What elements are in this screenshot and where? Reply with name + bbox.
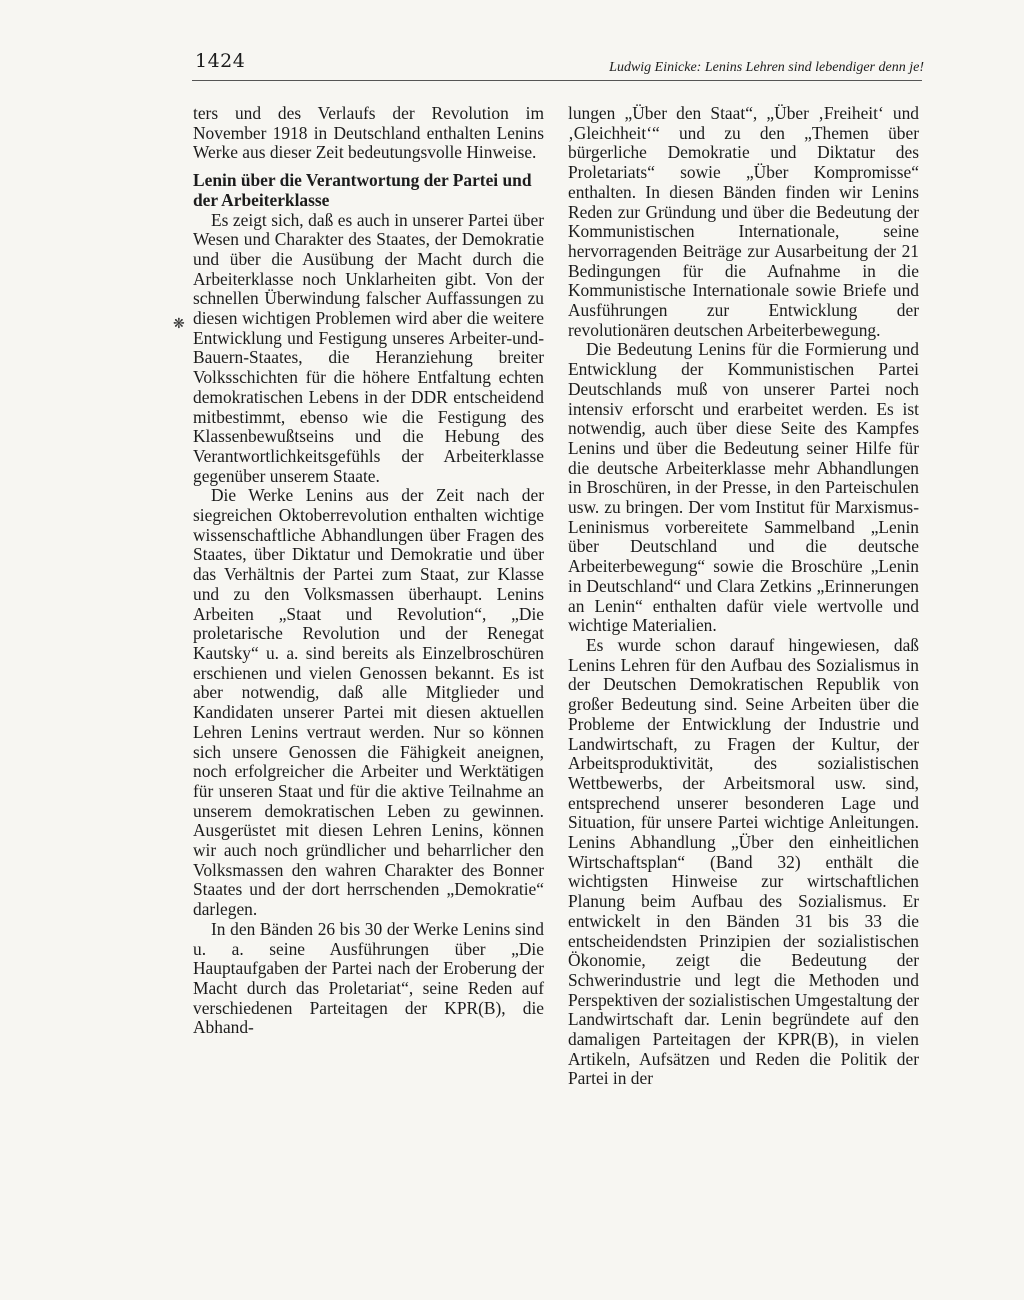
section-heading: Lenin über die Verantwortung der Partei und der Arbeiterklasse xyxy=(193,170,532,210)
paragraph: ters und des Verlaufs der Revolution im November 1918 in Deutschland enthalten Lenins Werke aus dieser Zeit bedeutungsvolle Hinweise. xyxy=(193,103,544,163)
right-column xyxy=(568,104,919,1089)
paragraph: Die Bedeutung Lenins für die Formierung und Entwicklung der Kommunistischen Partei Deutschlands muß von unserer Partei noch intensiv erforscht und erarbeitet werden. Es ist notwendig, auch über diese Seite des Kampfes Lenins und über die Bedeutung seiner Hilfe für die deutsche Arbeiterklasse mehr Abhandlungen in Broschüren, in der Presse, in den Parteischulen usw. zu bringen. Der vom Institut für Marxismus-Leninismus vorbereitete Sammelband „Lenin über Deutschland und die deutsche Arbeiterbewegung“ sowie die Broschüre „Lenin in Deutschland“ und Clara Zetkins „Erinnerungen an Lenin“ enthalten dafür viele wertvolle und wichtige Materialien. xyxy=(568,339,919,636)
paragraph: Es wurde schon darauf hingewiesen, daß Lenins Lehren für den Aufbau des Sozialismus in der Deutschen Demokratischen Republik von großer Bedeutung sind. Seine Arbeiten über die Probleme der Entwicklung der Industrie und Landwirtschaft, zu Fragen der Kultur, der Arbeitsproduktivität, des sozialistischen Wettbewerbs, der Arbeitsmoral usw. sind, entsprechend unserer besonderen Lage und Situation, für unsere Partei wichtige Anleitungen. Lenins Abhandlung „Über den einheitlichen Wirtschaftsplan“ (Band 32) enthält die wichtigsten Hinweise zur wirtschaftlichen Planung beim Aufbau des Sozialismus. Er entwickelt in den Bänden 31 bis 33 die entscheidendsten Prinzipien der sozialistischen Ökonomie, zeigt die Bedeutung der Schwerindustrie und legt die Methoden und Perspektiven der sozialistischen Umgestaltung der Landwirtschaft dar. Lenin begründete auf den damaligen Parteitagen der KPR(B), in vielen Artikeln, Aufsätzen und Reden die Politik der Partei in der xyxy=(568,634,919,1089)
paragraph: In den Bänden 26 bis 30 der Werke Lenins sind u. a. seine Ausführungen über „Die Hauptaufgaben der Partei nach der Eroberung der Macht durch das Proletariat“, seine Reden auf verschiedenen Parteitagen der KPR(B), die Abhand- xyxy=(193,918,544,1038)
running-title: Ludwig Einicke: Lenins Lehren sind lebendiger denn je! xyxy=(609,60,924,75)
paragraph: Die Werke Lenins aus der Zeit nach der siegreichen Oktoberrevolution enthalten wichtige wissenschaftliche Abhandlungen über Fragen des Staates, über Diktatur und Demokratie und über das Verhältnis der Partei zum Staat, zur Klasse und zu den Volksmassen überhaupt. Lenins Arbeiten „Staat und Revolution“, „Die proletarische Revolution und der Renegat Kautsky“ u. a. sind bereits als Einzelbroschüren erschienen und vielen Genossen bekannt. Es ist aber notwendig, daß alle Mitglieder und Kandidaten unserer Partei mit diesen aktuellen Lehren Lenins vertraut werden. Nur so können sich unsere Genossen die Fähigkeit aneignen, noch erfolgreicher die Arbeiter und Werktätigen für unseren Staat und für die aktive Teilnahme an unserem demokratischen Leben zu gewinnen. Ausgerüstet mit diesen Lehren Lenins, können wir auch noch gründlicher und beharrlicher den Volksmassen den wahren Charakter des Bonner Staates und der dort herrschenden „Demokratie“ darlegen. xyxy=(193,485,544,920)
paragraph: lungen „Über den Staat“, „Über ‚Freiheit‘ und ‚Gleichheit‘“ und zu den „Themen über bürgerliche Demokratie und Diktatur des Proletariats“ sowie „Über Kompromisse“ enthalten. In diesen Bänden finden wir Lenins Reden zur Gründung und über die Bedeutung der Kommunistischen Internationale, seine hervorragenden Beiträge zur Ausarbeitung der 21 Bedingungen für die Aufnahme in die Kommunistische Internationale sowie Briefe und Ausführungen zur Entwicklung der revolutionären deutschen Arbeiterbewegung. xyxy=(568,103,919,340)
paragraph: Es zeigt sich, daß es auch in unserer Partei über Wesen und Charakter des Staates, der Demokratie und über die Ausübung der Macht durch die Arbeiterklasse noch Unklarheiten gibt. Von der schnellen Überwindung falscher Auffassungen zu diesen wichtigen Problemen wird aber die weitere Entwicklung und Festigung unseres Arbeiter-und-Bauern-Staates, die Heranziehung breiter Volksschichten für die höhere Entfaltung echten demokratischen Lebens in der DDR entscheidend mitbestimmt, ebenso wie die Festigung des Klassenbewußtseins und die Hebung des Verantwortlichkeitsgefühls der Arbeiterklasse gegenüber unserem Staate. xyxy=(193,209,544,486)
margin-mark-icon: ❋ xyxy=(173,316,185,332)
page-number: 1424 xyxy=(195,50,246,72)
left-column xyxy=(193,104,544,1038)
header-divider xyxy=(192,80,922,81)
